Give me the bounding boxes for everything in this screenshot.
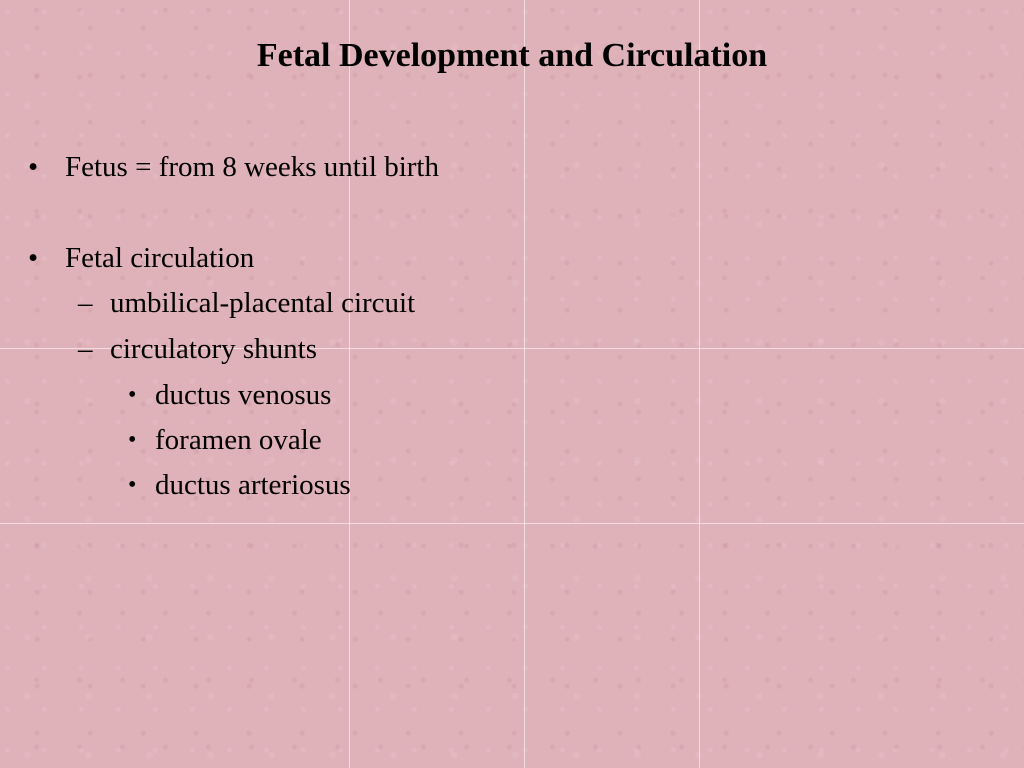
sub-sub-bullet-foramen-ovale: foramen ovale: [155, 424, 322, 456]
bullet-fetal-circulation: Fetal circulation: [65, 242, 255, 274]
slide-title: Fetal Development and Circulation: [256, 37, 768, 74]
sub-sub-bullet-ductus-venosus: ductus venosus: [155, 379, 332, 411]
sub-sub-bullet-marker: •: [128, 382, 137, 408]
sub-sub-bullet-marker: •: [128, 427, 137, 453]
bullet-marker: •: [28, 151, 39, 183]
bullet-marker: •: [28, 242, 39, 274]
sub-sub-bullet-marker: •: [128, 472, 137, 498]
sub-bullet-umbilical-placental-circuit: umbilical-placental circuit: [110, 287, 416, 319]
sub-bullet-marker: –: [78, 333, 93, 365]
sub-bullet-circulatory-shunts: circulatory shunts: [110, 333, 317, 365]
bullet-fetus-definition: Fetus = from 8 weeks until birth: [65, 151, 439, 183]
sub-bullet-marker: –: [78, 287, 93, 319]
sub-sub-bullet-ductus-arteriosus: ductus arteriosus: [155, 469, 351, 501]
